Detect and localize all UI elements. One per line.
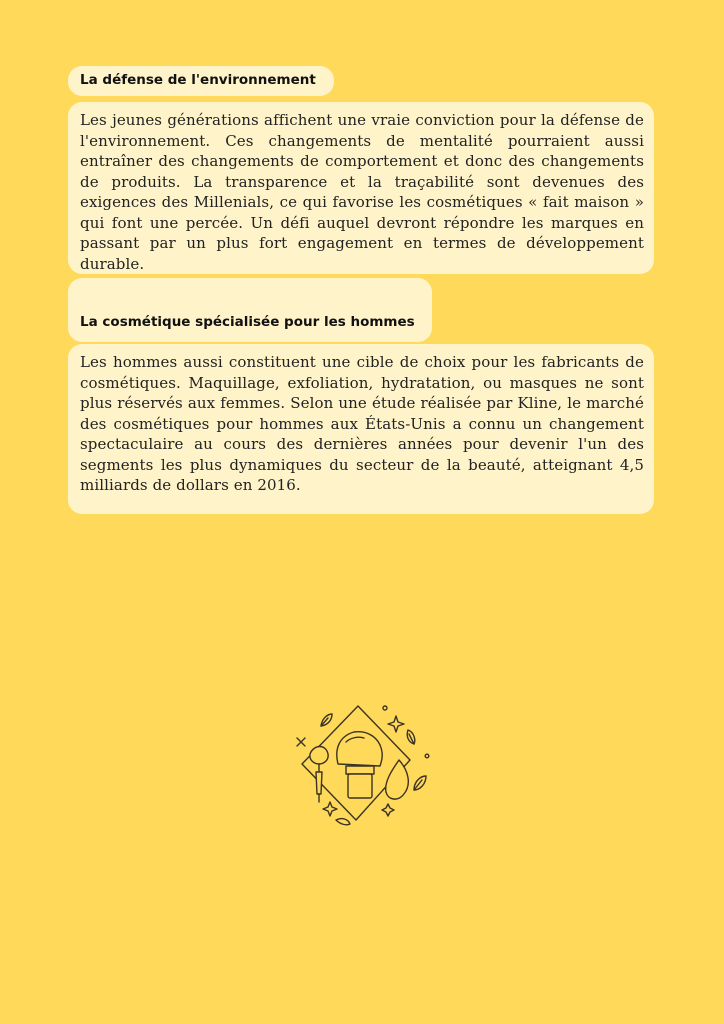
section-2-heading-highlight xyxy=(68,278,432,342)
section-1-body: Les jeunes générations affichent une vraie conviction pour la défense de l'environnement. Ces changements de mentalité pourraient aussi entraîner des changements de comportement et donc des changements de produits. La transparence et la traçabilité sont devenues des exigences des Millenials, ce qui favorise les cosmétiques « fait maison » qui font une percée. Un défi auquel devront répondre les marques en passant par un plus fort engagement en termes de développement durable. xyxy=(80,111,644,273)
section-2-heading: La cosmétique spécialisée pour les hommes xyxy=(80,314,415,330)
section-2-body: Les hommes aussi constituent une cible de choix pour les fabricants de cosmétiques. Maquillage, exfoliation, hydratation, ou masques ne sont plus réservés aux femmes. Selon une étude réalisée par Kline, le marché des cosmétiques pour hommes aux États-Unis a connu un changement spectaculaire au cours des dernières années pour devenir l'un des segments les plus dynamiques du secteur de la beauté, atteignant 4,5 milliards de dollars en 2016. xyxy=(80,353,644,494)
section-1-heading: La défense de l'environnement xyxy=(80,72,316,88)
cosmetics-brushes-sponge-icon xyxy=(288,698,438,838)
